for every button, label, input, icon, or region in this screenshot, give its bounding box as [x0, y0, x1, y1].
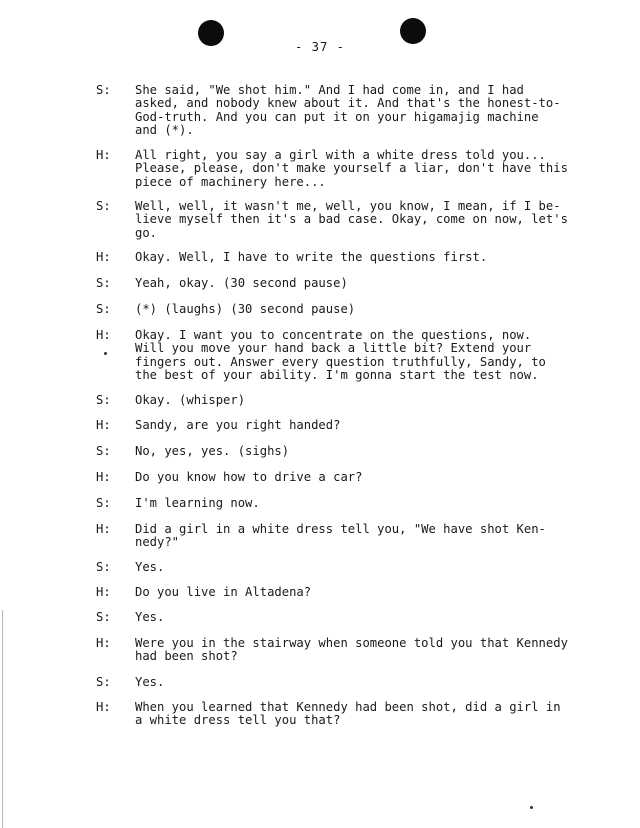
- transcript-entry: [96, 471, 616, 484]
- transcript-entry: [96, 149, 616, 189]
- transcript-entry: [96, 637, 616, 664]
- speaker-label: H:: [96, 585, 111, 599]
- transcript-entry: [96, 251, 616, 264]
- speaker-label: H:: [96, 250, 111, 264]
- transcript-entry: [96, 497, 616, 510]
- speaker-label: S:: [96, 83, 111, 97]
- transcript-entry: [96, 561, 616, 574]
- transcript-entry: [96, 329, 616, 383]
- speech-text: Yes.: [135, 675, 165, 689]
- speech-text: Yes.: [135, 560, 165, 574]
- scan-speck: [530, 806, 533, 809]
- speaker-label: H:: [96, 470, 111, 484]
- speaker-label: S:: [96, 496, 111, 510]
- speaker-label: H:: [96, 636, 111, 650]
- speaker-label: S:: [96, 444, 111, 458]
- transcript-entry: [96, 445, 616, 458]
- speech-text: I'm learning now.: [135, 496, 260, 510]
- speaker-label: H:: [96, 700, 111, 714]
- transcript-entry: [96, 394, 616, 407]
- transcript-entry: [96, 523, 616, 550]
- speech-text: Okay. (whisper): [135, 393, 246, 407]
- transcript-entry: [96, 200, 616, 240]
- speech-text: When you learned that Kennedy had been shot, did a girl in a white dress tell you that?: [135, 700, 561, 728]
- speech-text: Yes.: [135, 610, 165, 624]
- speaker-label: H:: [96, 328, 111, 342]
- speech-text: (*) (laughs) (30 second pause): [135, 302, 356, 316]
- speaker-label: S:: [96, 302, 111, 316]
- speech-text: Do you know how to drive a car?: [135, 470, 363, 484]
- speech-text: Yeah, okay. (30 second pause): [135, 276, 348, 290]
- speaker-label: S:: [96, 560, 111, 574]
- transcript-entry: [96, 701, 616, 728]
- speech-text: She said, "We shot him." And I had come in, and I had asked, and nobody knew about it. And that's the honest-to- God-truth. And you can put it on your higamajig machine and (*).: [135, 83, 561, 138]
- speaker-label: S:: [96, 199, 111, 213]
- speech-text: Did a girl in a white dress tell you, "We have shot Ken- nedy?": [135, 522, 546, 550]
- speaker-label: H:: [96, 522, 111, 536]
- transcript-entry: [96, 419, 616, 432]
- speaker-label: S:: [96, 675, 111, 689]
- speaker-label: S:: [96, 393, 111, 407]
- transcript-entry: [96, 676, 616, 689]
- speech-text: Well, well, it wasn't me, well, you know, I mean, if I be- lieve myself then it's a bad case. Okay, come on now, let's go.: [135, 199, 568, 240]
- transcript-entry: [96, 84, 616, 138]
- speech-text: No, yes, yes. (sighs): [135, 444, 290, 458]
- speech-text: Okay. Well, I have to write the questions first.: [135, 250, 488, 264]
- speech-text: Sandy, are you right handed?: [135, 418, 341, 432]
- speaker-label: H:: [96, 418, 111, 432]
- transcript-entry: [96, 303, 616, 316]
- speech-text: Do you live in Altadena?: [135, 585, 312, 599]
- speech-text: All right, you say a girl with a white dress told you... Please, please, don't make yourself a liar, don't have this piece of machinery here...: [135, 148, 568, 189]
- speaker-label: S:: [96, 276, 111, 290]
- transcript-entry: [96, 611, 616, 624]
- speaker-label: H:: [96, 148, 111, 162]
- speaker-label: S:: [96, 610, 111, 624]
- speech-text: Were you in the stairway when someone told you that Kennedy had been shot?: [135, 636, 568, 664]
- scan-edge-line: [2, 610, 3, 828]
- page-number: - 37 -: [294, 40, 346, 54]
- transcript-entry: [96, 277, 616, 290]
- speech-text: Okay. I want you to concentrate on the questions, now. Will you move your hand back a little bit? Extend your fingers out. Answer every question truthfully, Sandy, to the best of your ability. I'm gonna start the test now.: [135, 328, 546, 383]
- transcript-entry: [96, 586, 616, 599]
